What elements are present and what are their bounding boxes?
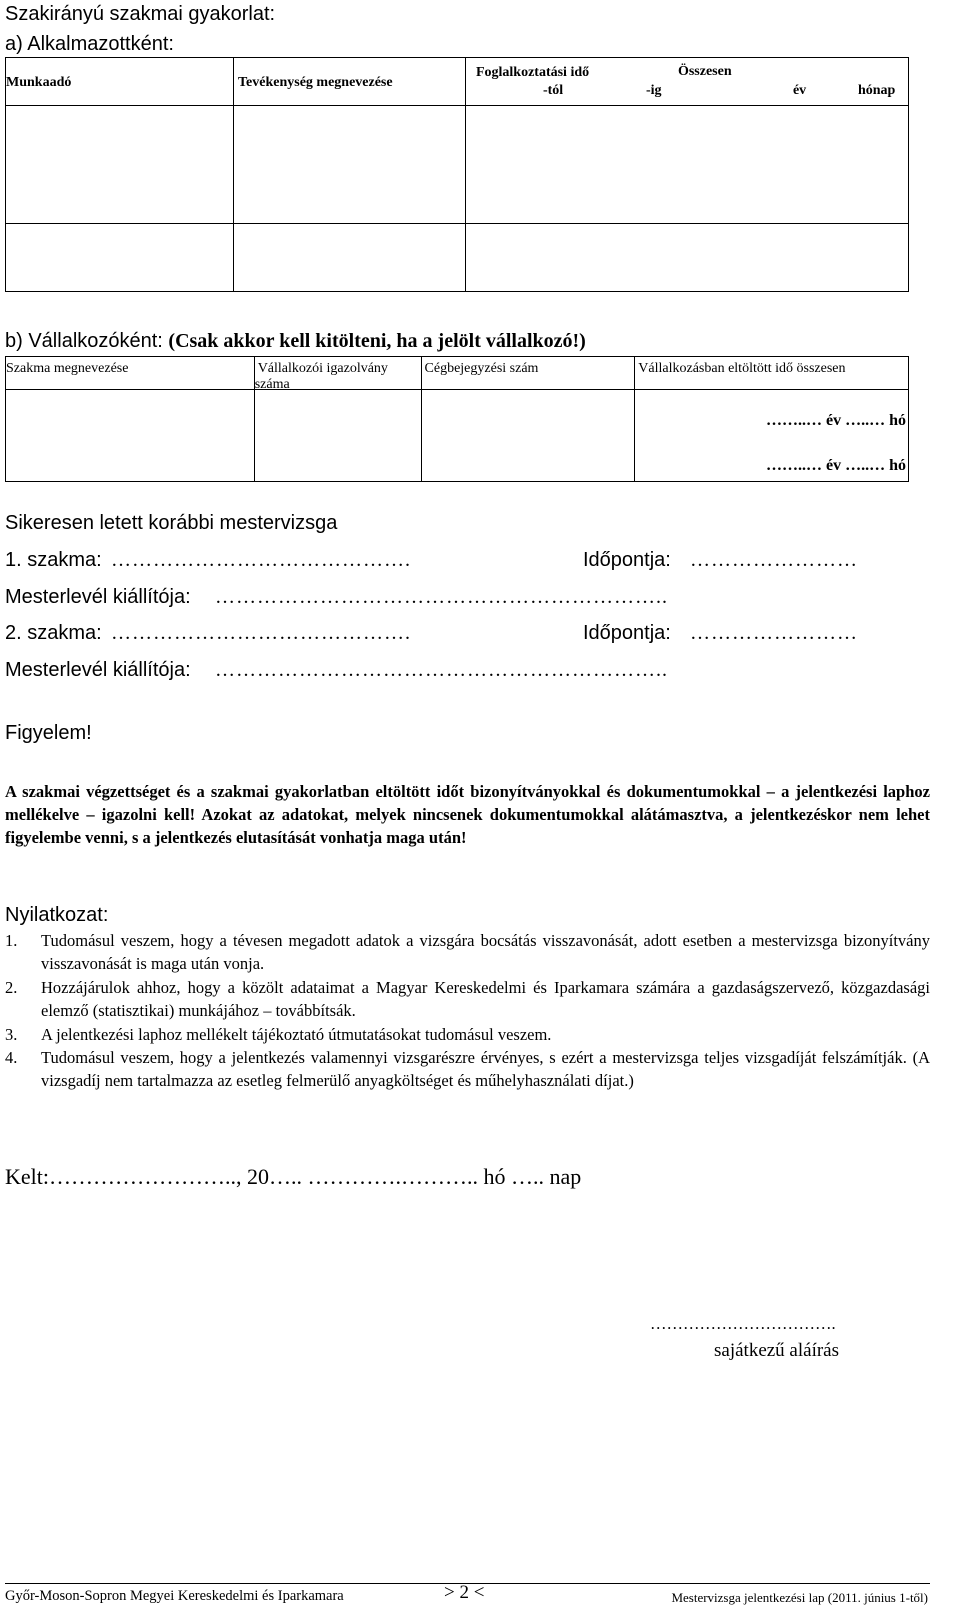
employer-cell[interactable] [6,224,234,292]
license-cell[interactable] [254,390,421,482]
time-cell[interactable] [635,390,909,482]
declaration-item: 3. A jelentkezési laphoz mellékelt tájékoztató útmutatásokat tudomásul veszem. [5,1025,552,1044]
issuer2-label: Mesterlevél kiállítója: [5,659,191,681]
header-time-total: Vállalkozásban eltöltött idő összesen [635,357,909,390]
footer-organization: Győr-Moson-Sopron Megyei Kereskedelmi és Iparkamara [5,1588,344,1604]
warning-title: Figyelem! [5,722,92,744]
issuer1-dots[interactable]: ……………………………………………………….. [215,586,668,608]
entrepreneur-table [5,356,909,482]
header-license: Vállalkozói igazolvány száma [254,357,421,390]
header-period-total: Foglalkoztatási idő -tól -ig Összesen év hónap [465,58,908,106]
registry-cell[interactable] [421,390,635,482]
signature-label: sajátkezű aláírás [714,1340,840,1361]
subsection-heading-b: b) Vállalkozóként: (Csak akkor kell kitölteni, ha a jelölt vállalkozó!) [5,330,586,352]
trade2-date-label: Időpontja: [583,622,671,644]
employer-cell[interactable] [6,106,234,224]
header-trade: Szakma megnevezése [6,357,255,390]
declaration-item: 2. Hozzájárulok ahhoz, hogy a közölt adataimat a Magyar Kereskedelmi és Iparkamara számára a gazdaságszervező, közgazdasági elemző (statisztikai) munkájához – továbbítsák. [5,978,930,1020]
header-registry: Cégbejegyzési szám [421,357,635,390]
footer-form-title: Mestervizsga jelentkezési lap (2011. június 1-től) [671,1590,928,1605]
trade2-date-dots[interactable]: …………………… [690,622,858,644]
period-cell[interactable] [465,224,908,292]
signature-line[interactable]: ……………………………. [650,1314,836,1333]
trade2-dots[interactable]: ……………………………………. [111,622,411,644]
header-employer: Munkaadó [6,58,234,106]
issuer2-dots[interactable]: ……………………………………………………….. [215,659,668,681]
trade1-label: 1. szakma: [5,549,102,571]
trade1-date-dots[interactable]: …………………… [690,549,858,571]
trade1-dots[interactable]: ……………………………………. [111,549,411,571]
declaration-item: 1. Tudomásul veszem, hogy a tévesen megadott adatok a vizsgára bocsátás visszavonását, adott esetben a mestervizsga bizonyítvány visszavonását is maga után vonja. [5,931,930,973]
activity-cell[interactable] [233,106,465,224]
declaration-title: Nyilatkozat: [5,904,109,926]
time-row-1: ……..… év …..… hó [766,412,906,429]
subsection-heading-a: a) Alkalmazottként: [5,33,174,55]
activity-cell[interactable] [233,224,465,292]
header-activity: Tevékenység megnevezése [233,58,465,106]
trade2-label: 2. szakma: [5,622,102,644]
exam-heading: Sikeresen letett korábbi mestervizsga [5,512,338,534]
trade-cell[interactable] [6,390,255,482]
declaration-item: 4. Tudomásul veszem, hogy a jelentkezés valamennyi vizsgarészre érvényes, s ezért a mestervizsga teljes vizsgadíját felszámítják. (A vizsgadíj nem tartalmazza az esetleg felmerülő anyagköltséget és műhelyhasználati díjat.) [5,1048,930,1090]
date-place-line[interactable]: Kelt:…………………….., 20….. ………….……….. hó ….. nap [5,1164,582,1189]
trade1-date-label: Időpontja: [583,549,671,571]
issuer1-label: Mesterlevél kiállítója: [5,586,191,608]
footer-page-number: > 2 < [444,1582,485,1603]
time-row-2: ……..… év …..… hó [766,457,906,474]
warning-text: A szakmai végzettséget és a szakmai gyakorlatban eltöltött időt bizonyítványokkal és dokumentumokkal – a jelentkezési laphoz mellékelve – igazolni kell! Azokat az adatokat, melyek nincsenek dokumentumokkal alátámasztva, a jelentkezéskor nem lehet figyelembe venni, s a jelentkezés elutasítását vonhatja maga után! [5,782,930,847]
period-cell[interactable] [465,106,908,224]
employment-table [5,57,909,292]
section-heading: Szakirányú szakmai gyakorlat: [5,3,276,25]
